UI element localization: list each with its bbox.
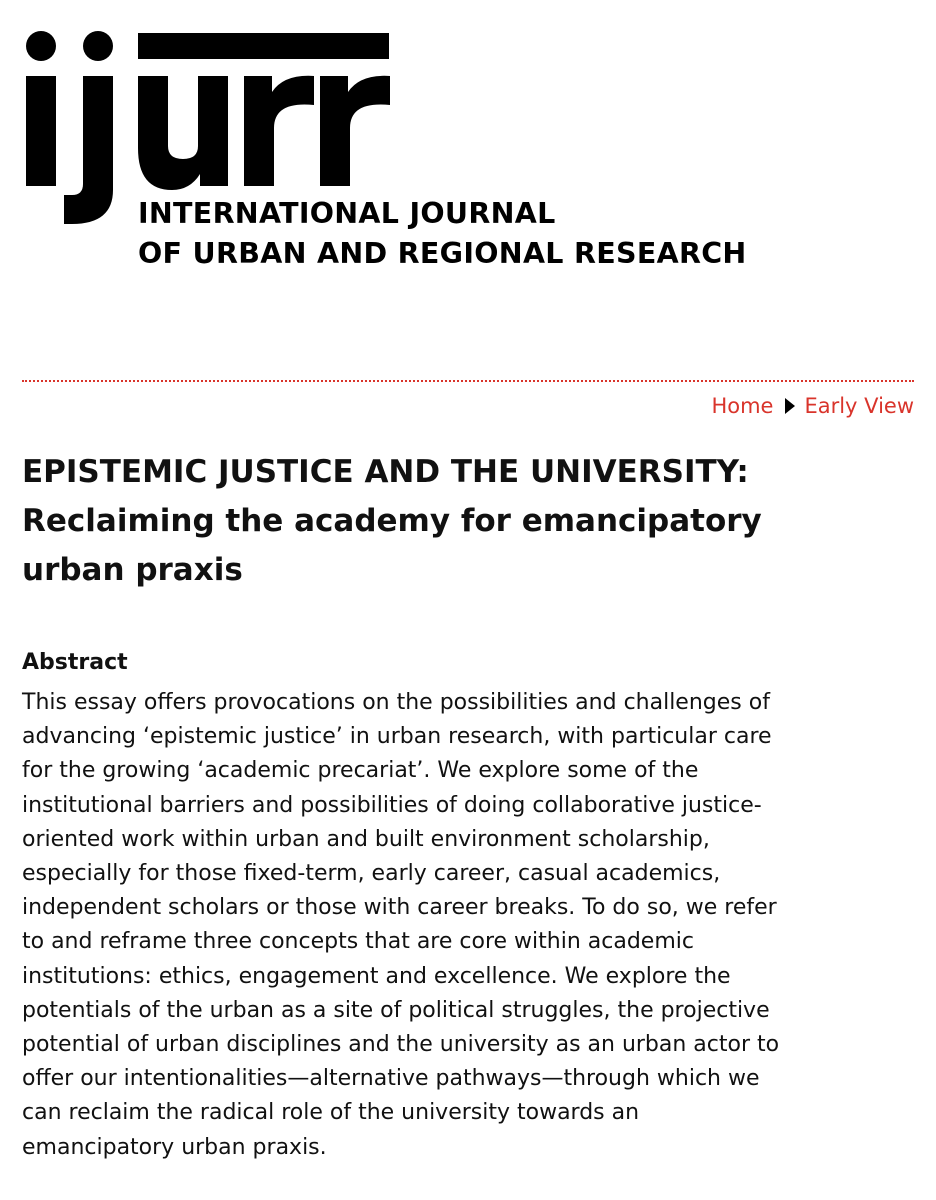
abstract-text bbox=[22, 686, 922, 1165]
abstract-line: potentials of the urban as a site of political struggles, the projective bbox=[22, 997, 770, 1023]
abstract-line: potential of urban disciplines and the university as an urban actor to bbox=[22, 1032, 780, 1058]
journal-name-line-1: INTERNATIONAL JOURNAL bbox=[138, 197, 556, 230]
abstract-line: institutional barriers and possibilities of doing collaborative justice- bbox=[22, 792, 762, 818]
journal-logo[interactable] bbox=[22, 28, 782, 278]
article-title-line: urban praxis bbox=[22, 552, 243, 588]
article-title bbox=[22, 448, 922, 595]
article-title-line: EPISTEMIC JUSTICE AND THE UNIVERSITY: bbox=[22, 454, 749, 490]
triangle-right-icon bbox=[785, 398, 795, 414]
abstract-line: emancipatory urban praxis. bbox=[22, 1134, 327, 1160]
abstract-line: oriented work within urban and built environment scholarship, bbox=[22, 826, 710, 852]
abstract-line: to and reframe three concepts that are core within academic bbox=[22, 929, 694, 955]
breadcrumb-home-link[interactable]: Home bbox=[711, 394, 774, 418]
article-title-line: Reclaiming the academy for emancipatory bbox=[22, 503, 762, 539]
abstract-line: especially for those fixed-term, early career, casual academics, bbox=[22, 861, 721, 887]
breadcrumb bbox=[711, 392, 914, 420]
abstract-line: independent scholars or those with career breaks. To do so, we refer bbox=[22, 895, 777, 921]
abstract-heading: Abstract bbox=[22, 650, 128, 675]
abstract-line: This essay offers provocations on the possibilities and challenges of bbox=[22, 690, 770, 715]
abstract-line: institutions: ethics, engagement and excellence. We explore the bbox=[22, 963, 731, 989]
abstract-line: for the growing ‘academic precariat’. We explore some of the bbox=[22, 758, 699, 784]
abstract-line: offer our intentionalities—alternative pathways—through which we bbox=[22, 1066, 760, 1092]
abstract-line: advancing ‘epistemic justice’ in urban research, with particular care bbox=[22, 724, 772, 750]
abstract-line: can reclaim the radical role of the university towards an bbox=[22, 1100, 640, 1126]
journal-name-line-2: OF URBAN AND REGIONAL RESEARCH bbox=[138, 237, 747, 270]
breadcrumb-early-view-link[interactable]: Early View bbox=[804, 394, 914, 418]
header-divider bbox=[22, 380, 914, 382]
